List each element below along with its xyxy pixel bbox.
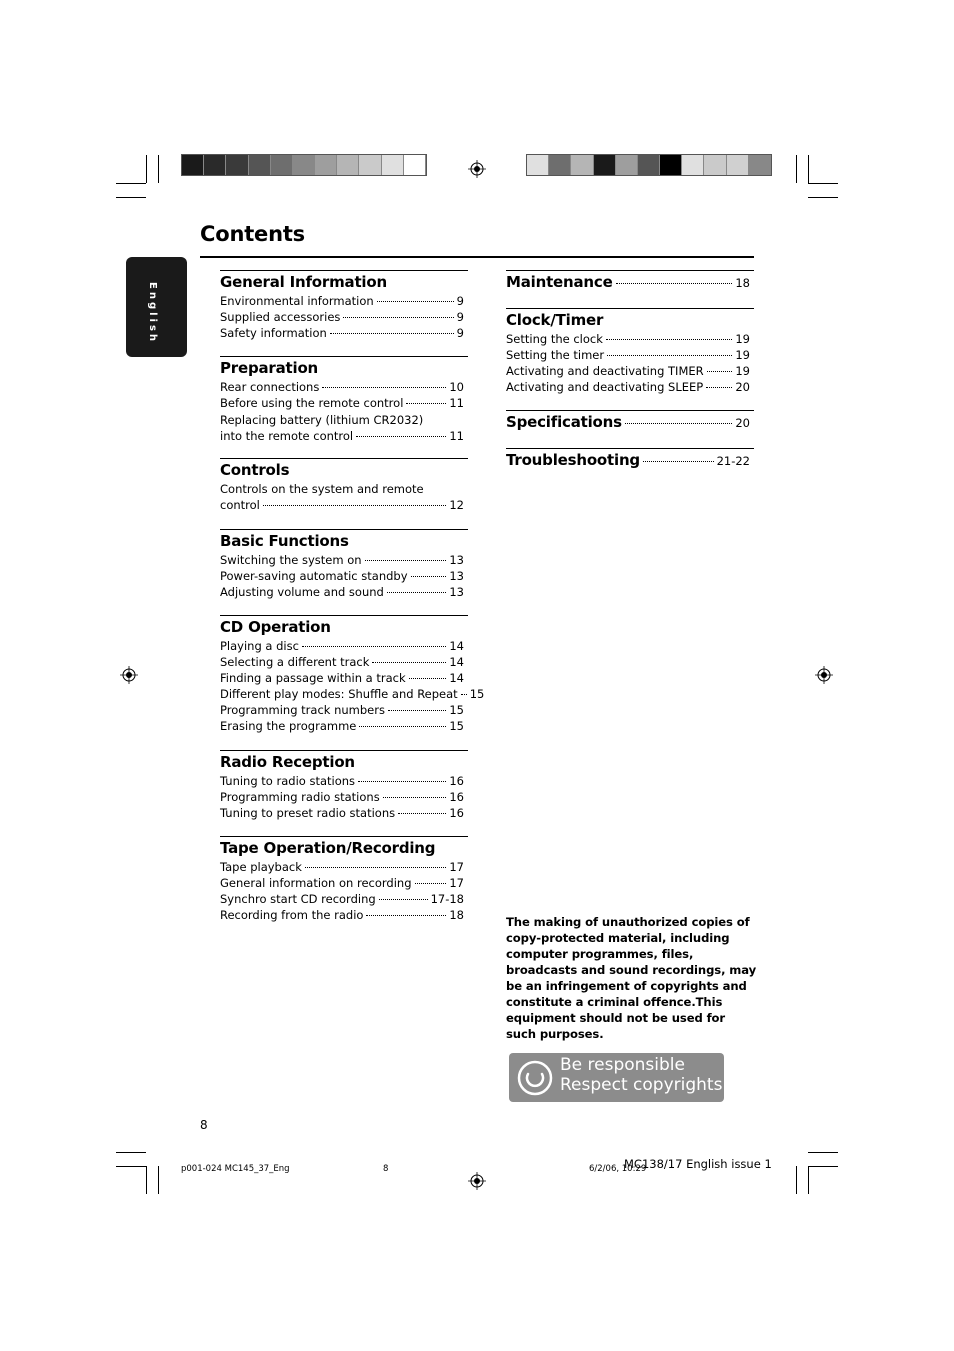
color-swatch [382,155,404,175]
section-heading: Basic Functions [220,532,349,550]
copyright-notice: The making of unauthorized copies of copy-protected material, including computer programmes, files, broadcasts and sound recordings, may be an infringement of copyrights and constitute a criminal offence.This equipment should not be used for such purposes. [506,915,757,1041]
toc-entry[interactable]: Activating and deactivating SLEEP 20 [506,380,750,394]
color-swatch [359,155,381,175]
crop-mark [146,1166,147,1194]
page-number: 8 [200,1118,208,1132]
toc-section-preparation [220,356,468,444]
crop-mark [808,197,838,198]
color-swatch [704,155,726,175]
language-tab-label: English [147,282,158,345]
toc-entry[interactable]: control 12 [220,498,464,512]
toc-entry-line[interactable]: Replacing battery (lithium CR2032) [220,413,424,427]
toc-entry[interactable]: Rear connections 10 [220,380,464,394]
toc-entry[interactable]: Tape playback 17 [220,860,464,874]
toc-entry[interactable]: Tuning to preset radio stations 16 [220,806,464,820]
model-issue-label: MC138/17 English issue 1 [624,1157,772,1171]
toc-entry[interactable]: Different play modes: Shuffle and Repeat 15 [220,687,485,701]
page-title: Contents [200,222,305,246]
toc-entry[interactable]: Activating and deactivating TIMER 19 [506,364,750,378]
print-slug-left: p001-024 MC145_37_Eng [181,1164,290,1174]
toc-section-clock-timer [506,308,754,395]
badge-line-1: Be responsible [560,1055,685,1075]
toc-entry[interactable]: Tuning to radio stations 16 [220,774,464,788]
registration-mark-icon [120,666,138,684]
color-calibration-bar-right [526,154,772,176]
toc-entry[interactable]: into the remote control 11 [220,429,464,443]
toc-section-radio-reception [220,750,468,821]
toc-entry[interactable]: Programming radio stations 16 [220,790,464,804]
toc-section-maintenance [506,270,754,293]
color-swatch [616,155,638,175]
crop-mark [808,1152,838,1153]
toc-entry[interactable]: Programming track numbers 15 [220,703,464,717]
toc-entry[interactable]: Power-saving automatic standby 13 [220,569,464,583]
section-heading: Troubleshooting [506,451,640,469]
crop-mark [158,155,159,183]
color-swatch [315,155,337,175]
toc-entry[interactable]: Setting the clock 19 [506,332,750,346]
crop-mark [808,155,809,183]
print-slug-right: 6/2/06, 10:29 [589,1164,647,1174]
copyright-circle-icon [517,1060,553,1096]
color-swatch [571,155,593,175]
registration-mark-icon [468,160,486,178]
badge-text [560,1055,722,1095]
color-calibration-bar-left [181,154,427,176]
section-heading: Clock/Timer [506,311,604,329]
toc-entry[interactable]: Erasing the programme 15 [220,719,464,733]
section-heading: Tape Operation/Recording [220,839,436,857]
toc-section-general-information [220,270,468,341]
color-swatch [249,155,271,175]
toc-entry[interactable]: Setting the timer 19 [506,348,750,362]
registration-mark-icon [815,666,833,684]
color-swatch [527,155,549,175]
color-swatch [293,155,315,175]
crop-mark [796,155,797,183]
section-heading: General Information [220,273,387,291]
toc-entry[interactable]: Troubleshooting 21-22 [506,451,750,469]
color-swatch [549,155,571,175]
toc-entry[interactable]: Specifications 20 [506,413,750,431]
toc-entry[interactable]: Playing a disc 14 [220,639,464,653]
toc-entry[interactable]: Environmental information 9 [220,294,464,308]
color-swatch [594,155,616,175]
toc-entry[interactable]: Before using the remote control 11 [220,396,464,410]
toc-entry-line[interactable]: Controls on the system and remote [220,482,424,496]
color-swatch [638,155,660,175]
section-heading: Preparation [220,359,319,377]
color-swatch [404,155,426,175]
crop-mark [808,1166,809,1194]
toc-entry[interactable]: Safety information 9 [220,326,464,340]
crop-mark [796,1166,797,1194]
toc-entry[interactable]: Finding a passage within a track 14 [220,671,464,685]
toc-entry[interactable]: Supplied accessories 9 [220,310,464,324]
color-swatch [337,155,359,175]
toc-section-basic-functions [220,529,468,600]
toc-section-troubleshooting [506,448,754,471]
color-swatch [660,155,682,175]
toc-entry[interactable]: Synchro start CD recording 17-18 [220,892,464,906]
toc-section-tape-operation [220,836,468,923]
badge-line-2: Respect copyrights [560,1075,723,1095]
crop-mark [808,1166,838,1167]
crop-mark [158,1166,159,1194]
color-swatch [682,155,704,175]
toc-entry[interactable]: General information on recording 17 [220,876,464,890]
title-divider [200,256,754,258]
registration-mark-icon [468,1172,486,1190]
print-slug-center: 8 [383,1164,389,1174]
crop-mark [146,155,147,183]
section-heading: Specifications [506,413,622,431]
toc-entry[interactable]: Maintenance 18 [506,273,750,291]
crop-mark [116,1166,146,1167]
toc-entry[interactable]: Recording from the radio 18 [220,908,464,922]
section-heading: Controls [220,461,290,479]
crop-mark [116,1152,146,1153]
toc-entry[interactable]: Adjusting volume and sound 13 [220,585,464,599]
color-swatch [226,155,248,175]
toc-section-cd-operation [220,615,485,734]
crop-mark [116,197,146,198]
toc-section-specifications [506,410,754,433]
color-swatch [271,155,293,175]
toc-entry[interactable]: Selecting a different track 14 [220,655,464,669]
section-heading: CD Operation [220,618,331,636]
color-swatch [749,155,771,175]
crop-mark [808,183,838,184]
section-heading: Radio Reception [220,753,355,771]
section-heading: Maintenance [506,273,613,291]
color-swatch [204,155,226,175]
color-swatch [182,155,204,175]
crop-mark [116,183,146,184]
toc-section-controls [220,458,468,513]
toc-entry[interactable]: Switching the system on 13 [220,553,464,567]
color-swatch [727,155,749,175]
